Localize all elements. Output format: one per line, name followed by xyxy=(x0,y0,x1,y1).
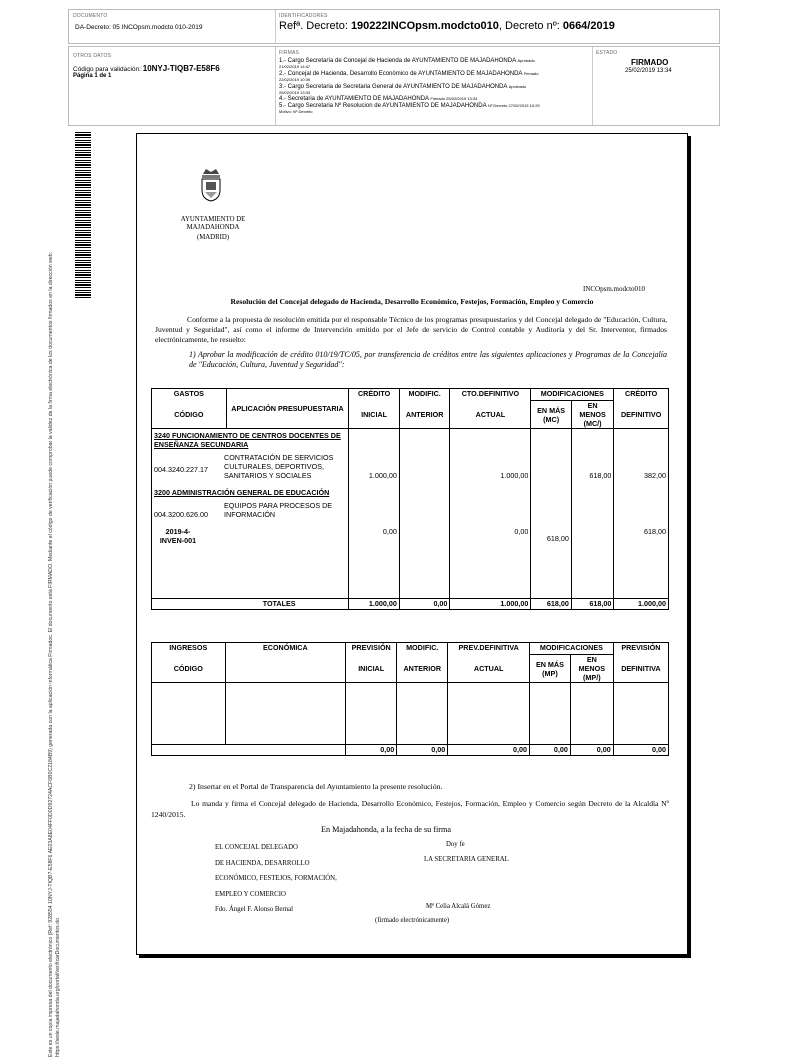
ingresos-table xyxy=(151,642,669,756)
empty-cell xyxy=(530,683,571,745)
closing-paragraph: Lo manda y firma el Concejal delegado de Hacienda, Desarrollo Económico, Festejos, Formación, Empleo y Comercio según Decreto de la Alcaldía Nº 1240/2015. xyxy=(151,799,669,819)
intro-paragraph: Conforme a la propuesta de resolución emitida por el responsable Técnico de los programas presupuestarios y del Concejal delegado de "Educación, Cultura, Juventud y Seguridad", así como el informe de Intervención emitido por el Jefe de servicio de Control contable y Auditoría y del Sr. Interventor, firmados electrónicamente, he resuelto: xyxy=(155,315,667,344)
document-page xyxy=(136,133,688,955)
col-codigo: CÓDIGO xyxy=(152,655,226,683)
estado-date: 25/02/2019 13:34 xyxy=(625,68,672,74)
col-aplicacion: APLICACIÓN PRESUPUESTARIA xyxy=(226,389,349,429)
empty-cell xyxy=(570,683,613,745)
col-gastos: GASTOS xyxy=(152,389,227,401)
cell-inicial: 1.000,00 0,00 xyxy=(349,429,400,599)
page-count: Página 1 de 1 xyxy=(73,73,112,79)
electronic-signature-note: (firmado electrónicamente) xyxy=(375,917,450,924)
col-enmenos: EN MENOS (MP/) xyxy=(570,655,613,683)
col-definitivo: DEFINITIVO xyxy=(614,401,669,429)
header-signatures-box xyxy=(68,46,720,126)
empty-cell xyxy=(152,683,226,745)
group-heading: 3200 ADMINISTRACIÓN GENERAL DE EDUCACIÓN xyxy=(154,488,330,497)
col-economica-blank xyxy=(225,655,346,683)
empty-cell xyxy=(346,683,397,745)
firmas-label: FIRMAS xyxy=(279,50,300,56)
otros-label: OTROS DATOS xyxy=(73,53,112,59)
col-credito: CRÉDITO xyxy=(349,389,400,401)
col-enmas: EN MÁS (MP) xyxy=(530,655,571,683)
total-definitivo: 1.000,00 xyxy=(614,599,669,610)
ayuntamiento-heading: AYUNTAMIENTO DE MAJADAHONDA (MADRID) xyxy=(180,216,246,241)
row-codigo-block xyxy=(154,501,224,545)
cell-menos: 618,00 xyxy=(571,429,613,599)
total-actual: 0,00 xyxy=(448,745,530,756)
col-ctodef: CTO.DEFINITIVO xyxy=(450,389,531,401)
col-prevision2: PREVISIÓN xyxy=(613,643,668,655)
signatures-list xyxy=(279,58,591,116)
cell-definitivo: 382,00 618,00 xyxy=(614,429,669,599)
signature-entry: 1.- Cargo Secretaría de Concejal de Hacienda de AYUNTAMIENTO DE MAJADAHONDA Aprobado 21/02/2019 14:47 xyxy=(279,58,535,70)
estado-label: ESTADO xyxy=(596,50,618,56)
col-actual: ACTUAL xyxy=(448,655,530,683)
signatory-right: LA SECRETARIA GENERAL xyxy=(424,856,509,863)
signatory-left: EL CONCEJAL DELEGADO DE HACIENDA, DESARROLLO ECONÓMICO, FESTEJOS, FORMACIÓN, EMPLEO Y COMERCIO Fdo. Ángel F. Alonso Bernal xyxy=(215,844,337,913)
doy-fe: Doy fe xyxy=(446,841,465,848)
verification-side-text: Este es un copia impresa del documento electrónico (Ref: 928554 10NYJ-TIQB7-E58F6 AE03A8E04FF0D0D92724ACF6B0C2184B9) generada con la aplicación informática Firmadoc. El documento está FIRMADO. Mediante el código de verificación puede comprobar la validez de la firma electrónica de los documentos firmados en la dirección web: https://sede.majadahonda.org/portal/verificarDocumentos.do xyxy=(48,251,61,1057)
col-ingresos: INGRESOS xyxy=(152,643,226,655)
resolution-item-2: 2) Insertar en el Portal de Transparencia del Ayuntamiento la presente resolución. xyxy=(189,782,443,791)
col-modific: MODIFIC. xyxy=(397,643,448,655)
estado-value: FIRMADO xyxy=(631,58,669,67)
total-actual: 1.000,00 xyxy=(450,599,531,610)
col-enmenos: EN MENOS (MC/) xyxy=(571,401,613,429)
document-ref-code: INCOpsm.modcto010 xyxy=(583,285,646,293)
col-credito2: CRÉDITO xyxy=(614,389,669,401)
col-economica: ECONÓMICA xyxy=(225,643,346,655)
signature-entry: 2.- Concejal de Hacienda, Desarrollo Económico de AYUNTAMIENTO DE MAJADAHONDA Firmado 22/02/2019 10:39 xyxy=(279,70,539,83)
place-date: En Majadahonda, a la fecha de su firma xyxy=(321,825,452,834)
col-prevdef: PREV.DEFINITIVA xyxy=(448,643,530,655)
barcode xyxy=(75,132,91,298)
total-menos: 0,00 xyxy=(570,745,613,756)
total-anterior: 0,00 xyxy=(397,745,448,756)
total-inicial: 1.000,00 xyxy=(349,599,400,610)
col-inicial: INICIAL xyxy=(346,655,397,683)
total-definitiva: 0,00 xyxy=(613,745,668,756)
ident-label: IDENTIFICADORES xyxy=(279,13,328,19)
totales-blank xyxy=(152,745,346,756)
empty-cell xyxy=(225,683,346,745)
totales-label: TOTALES xyxy=(152,599,349,610)
col-definitiva: DEFINITIVA xyxy=(613,655,668,683)
header-top-box xyxy=(68,9,720,44)
gastos-table xyxy=(151,388,669,610)
group-heading: 3240 FUNCIONAMIENTO DE CENTROS DOCENTES DE ENSEÑANZA SECUNDARIA xyxy=(154,431,341,449)
coat-of-arms-icon xyxy=(199,168,223,202)
empty-cell xyxy=(448,683,530,745)
col-actual: ACTUAL xyxy=(450,401,531,429)
empty-cell xyxy=(613,683,668,745)
validation-code: Código para validación: 10NYJ-TIQB7-E58F6 xyxy=(73,64,220,73)
signatory-right-name: Mª Celia Alcalá Gómez xyxy=(426,903,491,910)
col-enmas: EN MÁS (MC) xyxy=(531,401,571,429)
row-codigo: 004.3240.227.17 xyxy=(154,465,208,474)
doc-value: DA-Decreto: 05 INCOpsm.modcto 010-2019 xyxy=(75,24,203,31)
total-mas: 0,00 xyxy=(530,745,571,756)
cell-mas: 618,00 xyxy=(531,429,571,599)
cell-actual: 1.000,00 0,00 xyxy=(450,429,531,599)
col-modificaciones: MODIFICACIONES xyxy=(531,389,614,401)
col-modific: MODIFIC. xyxy=(399,389,450,401)
signature-entry: 3.- Cargo Secretaria de Secretaria General de AYUNTAMIENTO DE MAJADAHONDA Aprobado 25/02/2019 13:33 xyxy=(279,83,527,96)
empty-cell xyxy=(397,683,448,745)
resolution-title: Resolución del Concejal delegado de Hacienda, Desarrollo Económico, Festejos, Formación, Empleo y Comercio xyxy=(230,297,594,306)
total-anterior: 0,00 xyxy=(399,599,450,610)
signature-entry: 4.- Secretaria de AYUNTAMIENTO DE MAJADAHONDA Firmado 25/02/2019 13:34 xyxy=(279,96,478,103)
row-codigo: 004.3200.626.00 xyxy=(154,510,208,519)
row-desc: CONTRATACIÓN DE SERVICIOS CULTURALES, DEPORTIVOS, SANITARIOS Y SOCIALES xyxy=(224,453,334,480)
col-inicial: INICIAL xyxy=(349,401,400,429)
doc-label: DOCUMENTO xyxy=(73,13,108,19)
col-anterior: ANTERIOR xyxy=(399,401,450,429)
cell-anterior xyxy=(399,429,450,599)
col-modificaciones: MODIFICACIONES xyxy=(530,643,614,655)
decree-reference: Refª. Decreto: 190222INCOpsm.modcto010, Decreto nº: 0664/2019 xyxy=(279,20,615,32)
total-inicial: 0,00 xyxy=(346,745,397,756)
col-prevision: PREVISIÓN xyxy=(346,643,397,655)
col-anterior: ANTERIOR xyxy=(397,655,448,683)
gastos-body-left xyxy=(152,429,349,599)
row-extra-code: 2019-4-INVEN-001 xyxy=(159,527,197,545)
col-codigo: CÓDIGO xyxy=(152,401,227,429)
signature-entry: 5.- Cargo Secretaria Nº Resolucion de AYUNTAMIENTO DE MAJADAHONDA Nº Decreto 27/02/2019 10:29 Motivo: Nº Decreto xyxy=(279,102,540,115)
row-desc: EQUIPOS PARA PROCESOS DE INFORMACIÓN xyxy=(224,501,333,519)
total-mas: 618,00 xyxy=(531,599,571,610)
total-menos: 618,00 xyxy=(571,599,613,610)
resolution-item-1: 1) Aprobar la modificación de crédito 010/19/TC/05, por transferencia de créditos entre las siguientes aplicaciones y Programas de la Concejalía de "Educación, Cultura, Juventud y Seguridad": xyxy=(189,350,667,369)
